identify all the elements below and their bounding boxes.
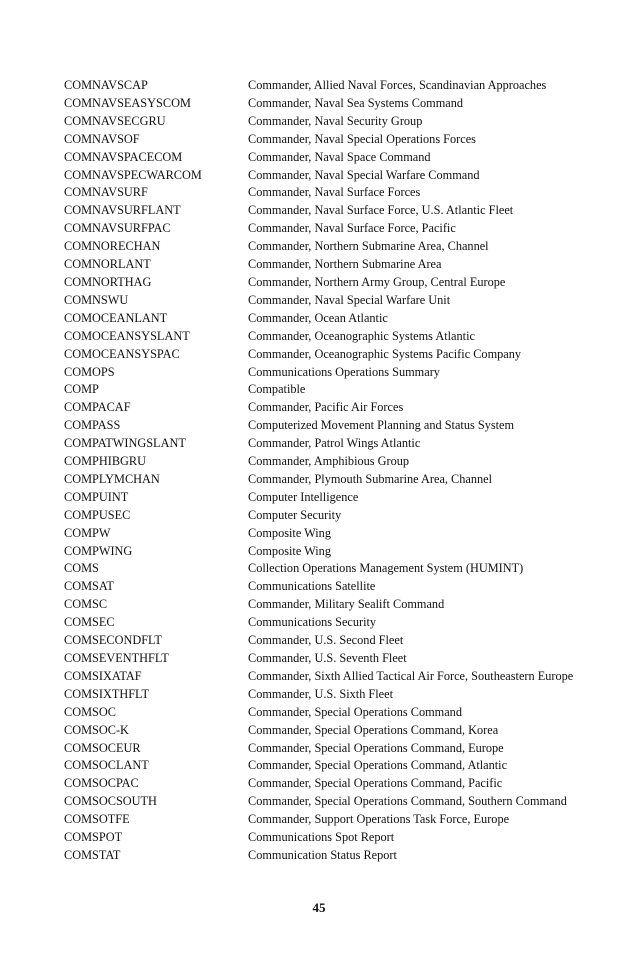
entry-abbreviation: COMNAVSCAP	[64, 78, 148, 92]
glossary-entry	[64, 596, 604, 614]
entry-abbreviation: COMSOCPAC	[64, 776, 139, 791]
entry-abbreviation: COMPUSEC	[64, 507, 131, 522]
entry-definition: Computer Intelligence	[248, 489, 359, 504]
entry-abbreviation: COMSIXATAF	[64, 668, 142, 683]
entry-definition: Commander, Oceanographic Systems Pacific Company	[248, 346, 522, 361]
entry-definition: Commander, Naval Surface Force, U.S. Atlantic Fleet	[248, 203, 514, 218]
glossary-list	[64, 77, 604, 865]
entry-abbreviation: COMSOCEUR	[64, 740, 141, 755]
glossary-entry	[64, 847, 604, 865]
entry-definition: Commander, Naval Sea Systems Command	[248, 95, 464, 110]
glossary-entry	[64, 811, 604, 829]
entry-definition: Commander, Patrol Wings Atlantic	[248, 436, 421, 451]
entry-abbreviation: COMNAVSECGRU	[64, 113, 166, 128]
entry-abbreviation: COMOPS	[64, 364, 115, 379]
glossary-entry	[64, 310, 604, 328]
glossary-entry	[64, 220, 604, 238]
glossary-entry	[64, 722, 604, 740]
entry-abbreviation: COMSECONDFLT	[64, 633, 162, 648]
glossary-entry	[64, 632, 604, 650]
entry-definition: Commander, Special Operations Command	[248, 704, 462, 719]
entry-definition: Composite Wing	[248, 543, 331, 558]
entry-abbreviation: COMNSWU	[64, 292, 129, 307]
entry-definition: Commander, Allied Naval Forces, Scandinavian Approaches	[248, 78, 547, 92]
glossary-entry	[64, 489, 604, 507]
glossary-entry	[64, 793, 604, 811]
entry-abbreviation: COMSOCLANT	[64, 758, 149, 773]
glossary-entry	[64, 686, 604, 704]
entry-definition: Commander, Ocean Atlantic	[248, 310, 388, 325]
entry-definition: Commander, Special Operations Command, Europe	[248, 740, 504, 755]
glossary-entry	[64, 757, 604, 775]
glossary-entry	[64, 202, 604, 220]
entry-definition: Communications Operations Summary	[248, 364, 440, 379]
entry-abbreviation: COMOCEANSYSLANT	[64, 328, 190, 343]
entry-definition: Commander, Northern Army Group, Central Europe	[248, 274, 506, 289]
entry-definition: Commander, Naval Space Command	[248, 149, 431, 164]
entry-definition: Commander, Special Operations Command, Atlantic	[248, 758, 508, 773]
entry-abbreviation: COMSEVENTHFLT	[64, 651, 169, 665]
entry-definition: Commander, Northern Submarine Area, Channel	[248, 239, 489, 254]
glossary-entry	[64, 668, 604, 686]
glossary-entry	[64, 829, 604, 847]
glossary-entry	[64, 77, 604, 95]
glossary-entry	[64, 346, 604, 364]
entry-definition: Computer Security	[248, 507, 342, 522]
entry-abbreviation: COMOCEANLANT	[64, 310, 168, 325]
entry-abbreviation: COMNAVSPACECOM	[64, 149, 183, 164]
entry-abbreviation: COMPATWINGSLANT	[64, 436, 186, 451]
entry-abbreviation: COMSEC	[64, 615, 115, 630]
glossary-entry	[64, 328, 604, 346]
entry-definition: Commander, Military Sealift Command	[248, 597, 445, 612]
glossary-entry	[64, 399, 604, 417]
entry-abbreviation: COMPACAF	[64, 400, 131, 415]
glossary-entry	[64, 435, 604, 453]
entry-abbreviation: COMPHIBGRU	[64, 454, 146, 469]
glossary-entry	[64, 381, 604, 399]
glossary-entry	[64, 525, 604, 543]
entry-definition: Commander, U.S. Second Fleet	[248, 633, 404, 648]
entry-abbreviation: COMNORECHAN	[64, 239, 161, 254]
entry-abbreviation: COMPLYMCHAN	[64, 471, 160, 486]
glossary-entry	[64, 453, 604, 471]
entry-abbreviation: COMSOTFE	[64, 812, 130, 827]
glossary-entry	[64, 543, 604, 561]
entry-abbreviation: COMNAVSPECWARCOM	[64, 167, 202, 182]
glossary-entry	[64, 560, 604, 578]
entry-abbreviation: COMPASS	[64, 418, 121, 433]
entry-abbreviation: COMSC	[64, 597, 108, 612]
entry-definition: Commander, Naval Special Warfare Unit	[248, 292, 451, 307]
entry-definition: Commander, Plymouth Submarine Area, Channel	[248, 471, 493, 486]
entry-abbreviation: COMP	[64, 382, 99, 397]
entry-definition: Commander, Northern Submarine Area	[248, 257, 442, 272]
entry-abbreviation: COMSPOT	[64, 830, 123, 845]
entry-definition: Commander, U.S. Seventh Fleet	[248, 651, 407, 665]
glossary-entry	[64, 471, 604, 489]
entry-definition: Commander, Sixth Allied Tactical Air Force, Southeastern Europe	[248, 669, 574, 684]
entry-abbreviation: COMPWING	[64, 543, 133, 558]
glossary-entry	[64, 292, 604, 310]
entry-definition: Commander, Naval Surface Forces	[248, 185, 421, 200]
glossary-entry	[64, 238, 604, 256]
glossary-entry	[64, 417, 604, 435]
entry-definition: Commander, U.S. Sixth Fleet	[248, 686, 394, 701]
entry-abbreviation: COMSAT	[64, 579, 114, 594]
entry-definition: Commander, Naval Surface Force, Pacific	[248, 221, 456, 236]
entry-definition: Commander, Naval Security Group	[248, 113, 423, 128]
entry-abbreviation: COMSIXTHFLT	[64, 686, 149, 701]
entry-definition: Commander, Naval Special Warfare Command	[248, 167, 480, 182]
entry-abbreviation: COMSOC-K	[64, 722, 129, 737]
glossary-entry	[64, 740, 604, 758]
entry-abbreviation: COMSOCSOUTH	[64, 794, 157, 809]
entry-definition: Commander, Support Operations Task Force, Europe	[248, 812, 510, 827]
entry-definition: Commander, Oceanographic Systems Atlantic	[248, 328, 475, 343]
glossary-entry	[64, 184, 604, 202]
entry-abbreviation: COMSOC	[64, 704, 116, 719]
entry-abbreviation: COMNAVSURFPAC	[64, 221, 171, 236]
entry-definition: Commander, Pacific Air Forces	[248, 400, 404, 415]
entry-definition: Computerized Movement Planning and Status System	[248, 418, 515, 433]
entry-definition: Commander, Special Operations Command, Southern Command	[248, 794, 567, 809]
entry-definition: Composite Wing	[248, 525, 331, 540]
entry-definition: Communications Satellite	[248, 579, 376, 594]
glossary-entry	[64, 274, 604, 292]
entry-abbreviation: COMNAVSEASYSCOM	[64, 95, 191, 110]
entry-definition: Collection Operations Management System (HUMINT)	[248, 561, 524, 576]
entry-abbreviation: COMNAVSURFLANT	[64, 203, 181, 218]
glossary-entry	[64, 167, 604, 185]
glossary-entry	[64, 650, 604, 668]
glossary-entry	[64, 775, 604, 793]
entry-definition: Communication Status Report	[248, 847, 397, 862]
entry-definition: Communications Security	[248, 615, 377, 630]
entry-definition: Communications Spot Report	[248, 830, 395, 845]
entry-abbreviation: COMOCEANSYSPAC	[64, 346, 180, 361]
entry-definition: Commander, Amphibious Group	[248, 454, 410, 469]
glossary-entry	[64, 131, 604, 149]
page-number: 45	[312, 900, 326, 915]
entry-definition: Commander, Special Operations Command, Pacific	[248, 776, 503, 791]
glossary-entry	[64, 95, 604, 113]
entry-abbreviation: COMNAVSURF	[64, 185, 148, 200]
entry-abbreviation: COMNAVSOF	[64, 131, 140, 146]
entry-definition: Commander, Naval Special Operations Forces	[248, 131, 476, 146]
entry-abbreviation: COMPW	[64, 525, 111, 540]
glossary-entry	[64, 113, 604, 131]
entry-definition: Commander, Special Operations Command, Korea	[248, 722, 499, 737]
glossary-entry	[64, 614, 604, 632]
entry-abbreviation: COMSTAT	[64, 847, 121, 862]
glossary-entry	[64, 149, 604, 167]
entry-definition: Compatible	[248, 382, 306, 397]
glossary-entry	[64, 578, 604, 596]
entry-abbreviation: COMPUINT	[64, 489, 129, 504]
entry-abbreviation: COMNORTHAG	[64, 274, 152, 289]
glossary-entry	[64, 507, 604, 525]
glossary-entry	[64, 364, 604, 382]
entry-abbreviation: COMS	[64, 561, 99, 576]
glossary-entry	[64, 704, 604, 722]
entry-abbreviation: COMNORLANT	[64, 257, 151, 272]
glossary-entry	[64, 256, 604, 274]
